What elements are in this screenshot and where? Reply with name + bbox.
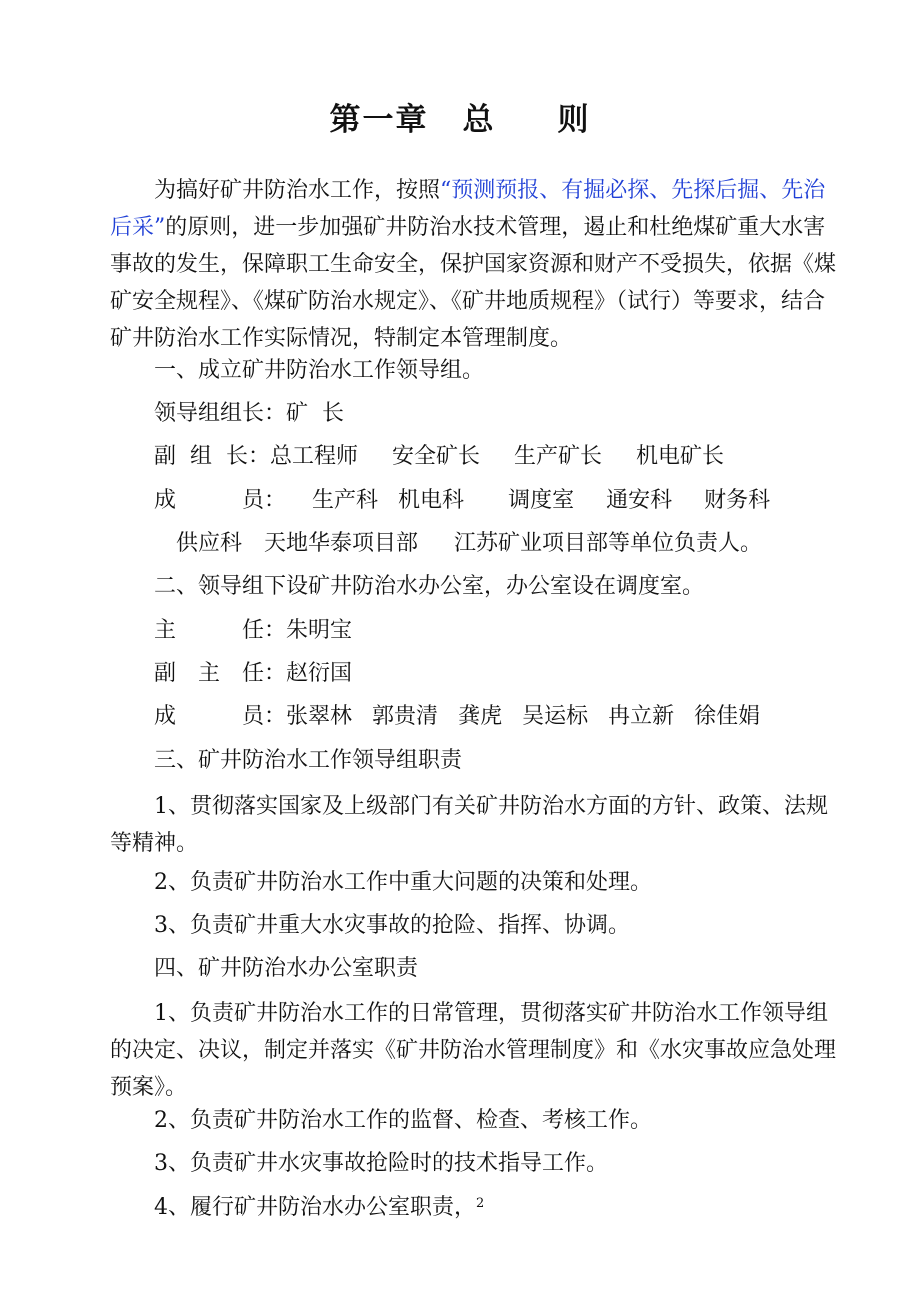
deputy-row [154, 441, 724, 473]
members-label-a: 成 [154, 488, 177, 513]
staff-member: 吴运标 [522, 704, 589, 729]
intro-line-2: 后采”的原则，进一步加强矿井防治水技术管理，遏止和杜绝煤矿重大水害 [110, 215, 826, 240]
deputy-member: 总工程师 [269, 444, 358, 469]
section3-heading: 三、矿井防治水工作领导组职责 [154, 748, 463, 773]
staff-label-b: 员： [242, 704, 287, 729]
footnote-marker: 2 [476, 1196, 485, 1211]
deputy-member: 安全矿长 [392, 444, 481, 469]
section3-item3: 3、负责矿井重大水灾事故的抢险、指挥、协调。 [154, 913, 630, 938]
director-label-b: 任： [242, 618, 287, 643]
section2-heading: 二、领导组下设矿井防治水办公室，办公室设在调度室。 [154, 574, 705, 599]
staff-member: 冉立新 [608, 704, 675, 729]
section3-item2: 2、负责矿井防治水工作中重大问题的决策和处理。 [154, 870, 652, 895]
intro-line-1: 为搞好矿井防治水工作，按照“预测预报、有掘必探、先探后掘、先治 [154, 178, 826, 203]
section1-heading: 一、成立矿井防治水工作领导组。 [154, 358, 485, 383]
member-dept: 通安科 [606, 488, 673, 513]
vice-label-c: 任： [242, 661, 287, 686]
section3-item1 [110, 788, 828, 862]
section4-item1-line1: 1、负责矿井防治水工作的日常管理，贯彻落实矿井防治水工作领导组 [154, 1001, 828, 1026]
intro-line-5: 矿井防治水工作实际情况，特制定本管理制度。 [110, 326, 573, 351]
section4-heading: 四、矿井防治水办公室职责 [154, 956, 419, 981]
director-label-a: 主 [154, 618, 177, 643]
staff-member: 张翠林 [286, 704, 353, 729]
section4-item1 [110, 995, 837, 1106]
staff-label-a: 成 [154, 704, 177, 729]
director-value: 朱明宝 [286, 618, 353, 643]
staff-member: 龚虎 [458, 704, 503, 729]
chapter-title [0, 94, 920, 139]
vice-label-a: 副 [154, 661, 177, 686]
deputy-member: 生产矿长 [514, 444, 603, 469]
section4-item2: 2、负责矿井防治水工作的监督、检查、考核工作。 [154, 1108, 652, 1133]
deputy-label: 副 组 长： [154, 444, 270, 469]
member-dept: 供应科 [176, 531, 243, 556]
section4-item1-line3: 预案》。 [110, 1075, 188, 1100]
leader-value: 矿 长 [286, 401, 345, 426]
staff-row [154, 701, 760, 733]
deputy-member: 机电矿长 [636, 444, 725, 469]
principle-quote-part1: “预测预报、有掘必探、先探后掘、先治 [440, 178, 826, 203]
staff-member: 徐佳娟 [694, 704, 761, 729]
members-label-b: 员： [242, 488, 287, 513]
principle-quote-part2: 后采” [110, 215, 166, 240]
member-dept: 调度室 [508, 488, 575, 513]
intro-line-3: 事故的发生，保障职工生命安全，保护国家资源和财产不受损失，依据《煤 [110, 252, 837, 277]
member-dept: 财务科 [704, 488, 771, 513]
intro-paragraph [110, 172, 837, 357]
vice-director-row [154, 658, 352, 690]
chapter-title-part2: 总 [462, 102, 496, 138]
member-dept: 生产科 [312, 488, 379, 513]
staff-member: 郭贵清 [372, 704, 439, 729]
leader-row [154, 398, 344, 430]
section4-item1-line2: 的决定、决议，制定并落实《矿井防治水管理制度》和《水灾事故应急处理 [110, 1038, 837, 1063]
director-row [154, 615, 352, 647]
intro-line-4: 矿安全规程》、《煤矿防治水规定》、《矿井地质规程》（试行）等要求，结合 [110, 289, 826, 314]
section4-item4 [154, 1192, 484, 1224]
vice-value: 赵衍国 [286, 661, 353, 686]
chapter-title-part3: 则 [557, 102, 591, 138]
members-row [154, 485, 770, 517]
vice-label-b: 主 [198, 661, 221, 686]
chapter-title-part1: 第一章 [329, 102, 429, 138]
member-dept: 机电科 [398, 488, 465, 513]
section3-item1-line2: 等精神。 [110, 831, 199, 856]
section4-item3: 3、负责矿井水灾事故抢险时的技术指导工作。 [154, 1151, 608, 1176]
member-dept: 江苏矿业项目部等单位负责人。 [454, 531, 763, 556]
members-row-2 [176, 528, 762, 560]
member-dept: 天地华泰项目部 [264, 531, 419, 556]
section3-item1-line1: 1、贯彻落实国家及上级部门有关矿井防治水方面的方针、政策、法规 [154, 794, 828, 819]
leader-label: 领导组组长： [154, 401, 287, 426]
section4-item4-text: 4、履行矿井防治水办公室职责， [154, 1195, 476, 1220]
